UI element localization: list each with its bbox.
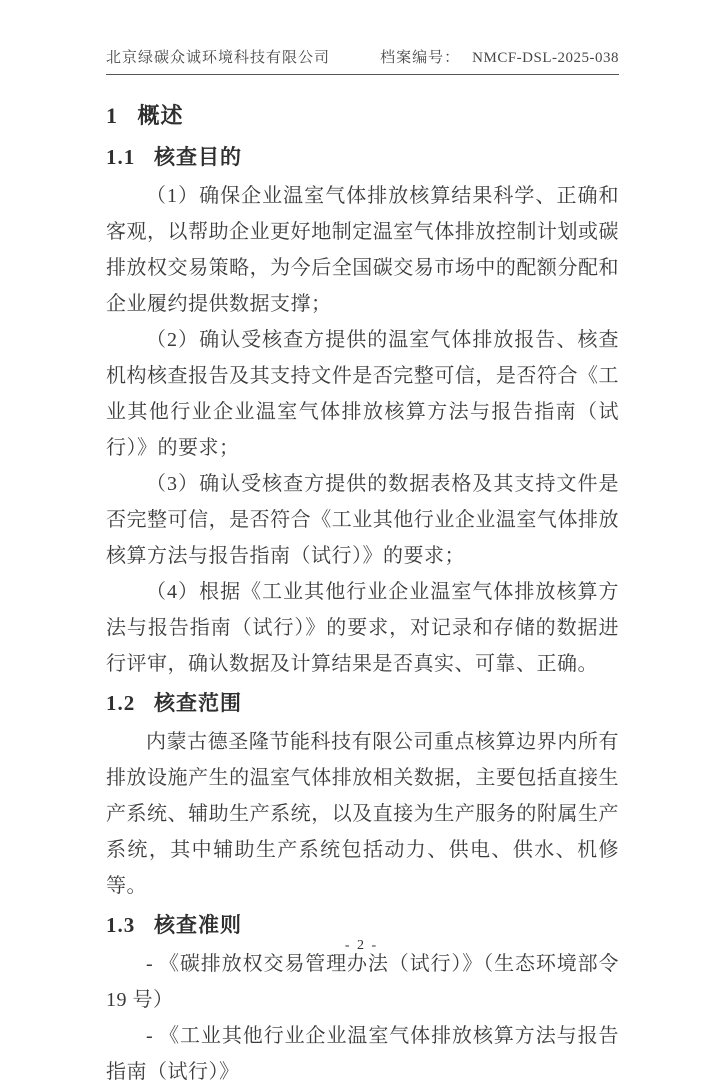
archive-number: NMCF-DSL-2025-038 — [472, 50, 619, 66]
page-number: - 2 - — [344, 938, 379, 953]
header-company-name: 北京绿碳众诚环境科技有限公司 — [106, 50, 331, 66]
section-1-1-heading: 1.1 核查目的 — [106, 145, 242, 169]
criteria-item-1: - 《碳排放权交易管理办法（试行）》（生态环境部令 19 号） — [106, 953, 619, 1011]
purpose-paragraph-2: （2）确认受核查方提供的温室气体排放报告、核查机构核查报告及其支持文件是否完整可信，是否符合《工业其他行业企业温室气体排放核算方法与报告指南（试行）》的要求； — [106, 329, 619, 459]
section-1-3-heading: 1.3 核查准则 — [106, 913, 242, 937]
section-1-heading: 1 概述 — [106, 103, 184, 128]
purpose-paragraph-1: （1）确保企业温室气体排放核算结果科学、正确和客观，以帮助企业更好地制定温室气体排放控制计划或碳排放权交易策略，为今后全国碳交易市场中的配额分配和企业履约提供数据支撑； — [106, 185, 619, 315]
criteria-item-2: - 《工业其他行业企业温室气体排放核算方法与报告指南（试行）》 — [106, 1025, 619, 1083]
archive-label: 档案编号： — [380, 50, 461, 66]
scope-paragraph: 内蒙古德圣隆节能科技有限公司重点核算边界内所有排放设施产生的温室气体排放相关数据，主要包括直接生产系统、辅助生产系统，以及直接为生产服务的附属生产系统，其中辅助生产系统包括动力、供电、供水、机修等。 — [106, 731, 619, 897]
purpose-paragraph-4: （4）根据《工业其他行业企业温室气体排放核算方法与报告指南（试行）》的要求，对记录和存储的数据进行评审，确认数据及计算结果是否真实、可靠、正确。 — [106, 581, 619, 675]
criteria-list — [106, 946, 619, 1090]
header-archive — [380, 46, 619, 67]
page-header — [106, 46, 619, 75]
purpose-paragraph-3: （3）确认受核查方提供的数据表格及其支持文件是否完整可信，是否符合《工业其他行业企业温室气体排放核算方法与报告指南（试行）》的要求； — [106, 473, 619, 567]
section-1-2-heading: 1.2 核查范围 — [106, 691, 242, 715]
page-footer — [0, 938, 723, 954]
